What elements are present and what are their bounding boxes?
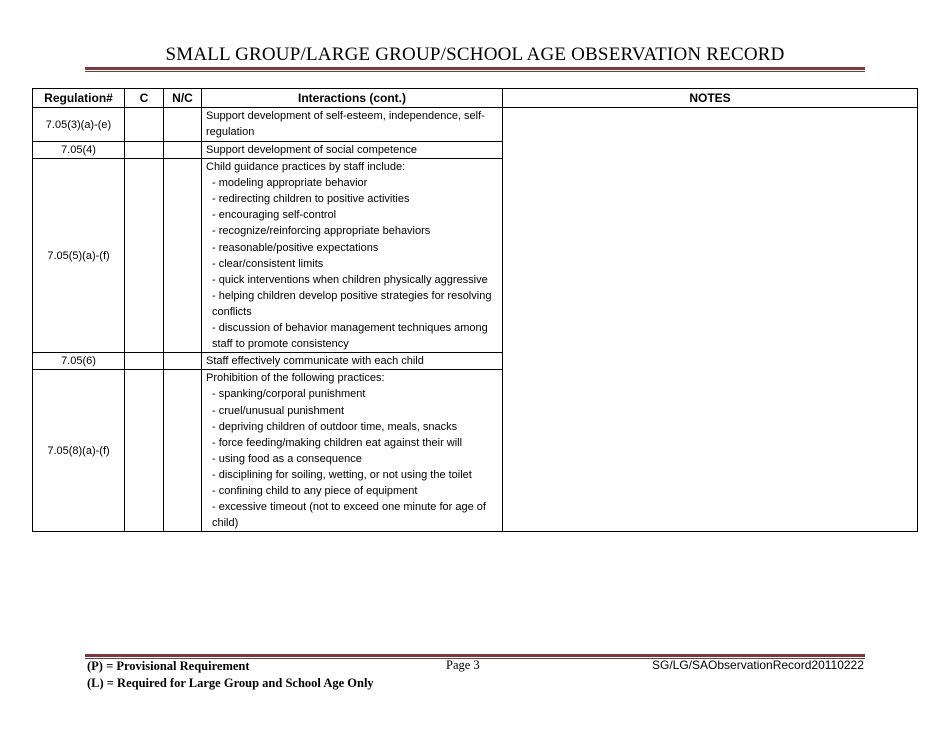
list-item: - confining child to any piece of equipment [212, 484, 418, 497]
observation-table [32, 88, 918, 532]
interaction-cell [202, 353, 503, 370]
list-item: - discussion of behavior management techniques among staff to promote consistency [212, 322, 488, 351]
list-item: - helping children develop positive strategies for resolving conflicts [212, 289, 492, 318]
interaction-cell [202, 159, 503, 353]
notes-cell[interactable] [503, 108, 918, 532]
header-c: C [125, 89, 164, 108]
list-item: - using food as a consequence [212, 452, 362, 465]
footer-legend [87, 658, 374, 692]
list-item: - force feeding/making children eat against their will [212, 436, 463, 449]
nc-checkbox-cell[interactable] [164, 353, 202, 370]
page-title: SMALL GROUP/LARGE GROUP/SCHOOL AGE OBSERVATION RECORD [165, 44, 785, 65]
nc-checkbox-cell[interactable] [164, 142, 202, 159]
list-item: - redirecting children to positive activities [212, 193, 410, 206]
c-checkbox-cell[interactable] [125, 370, 164, 532]
c-checkbox-cell[interactable] [125, 142, 164, 159]
interaction-cell [202, 108, 503, 142]
header-rule [85, 67, 865, 72]
regulation-cell: 7.05(8)(a)-(f) [33, 370, 125, 532]
c-checkbox-cell[interactable] [125, 108, 164, 142]
header-interactions: Interactions (cont.) [202, 89, 503, 108]
c-checkbox-cell[interactable] [125, 159, 164, 353]
header-regulation: Regulation# [33, 89, 125, 108]
regulation-cell: 7.05(6) [33, 353, 125, 370]
list-item: - modeling appropriate behavior [212, 177, 368, 190]
interaction-text: Support development of self-esteem, independence, self-regulation [206, 110, 485, 139]
list-item: - spanking/corporal punishment [212, 388, 366, 401]
header-nc: N/C [164, 89, 202, 108]
interaction-cell [202, 142, 503, 159]
table-header-row [33, 89, 918, 108]
page-number: Page 3 [446, 658, 480, 672]
regulation-cell: 7.05(3)(a)-(e) [33, 108, 125, 142]
list-item: - clear/consistent limits [212, 257, 324, 270]
list-item: - recognize/reinforcing appropriate behaviors [212, 225, 431, 238]
provisional-legend: (P) = Provisional Requirement [87, 659, 250, 673]
nc-checkbox-cell[interactable] [164, 108, 202, 142]
nc-checkbox-cell[interactable] [164, 159, 202, 353]
list-item: - disciplining for soiling, wetting, or not using the toilet [212, 468, 472, 481]
interaction-text: Support development of social competence [206, 144, 417, 156]
list-item: - quick interventions when children physically aggressive [212, 273, 488, 286]
list-item: - cruel/unusual punishment [212, 404, 345, 417]
table-row [33, 108, 918, 142]
c-checkbox-cell[interactable] [125, 353, 164, 370]
regulation-cell: 7.05(4) [33, 142, 125, 159]
interaction-cell [202, 370, 503, 532]
nc-checkbox-cell[interactable] [164, 370, 202, 532]
regulation-cell: 7.05(5)(a)-(f) [33, 159, 125, 353]
document-id: SG/LG/SAObservationRecord20110222 [652, 658, 864, 672]
list-item: - excessive timeout (not to exceed one minute for age of child) [212, 501, 486, 530]
list-item: - depriving children of outdoor time, meals, snacks [212, 420, 458, 433]
header-notes: NOTES [503, 89, 918, 108]
interaction-text: Prohibition of the following practices: [206, 372, 385, 385]
interaction-text: Child guidance practices by staff include: [206, 161, 406, 174]
list-item: - encouraging self-control [212, 209, 337, 222]
large-group-legend: (L) = Required for Large Group and School Age Only [87, 676, 374, 690]
list-item: - reasonable/positive expectations [212, 241, 379, 254]
interaction-text: Staff effectively communicate with each child [206, 355, 424, 368]
